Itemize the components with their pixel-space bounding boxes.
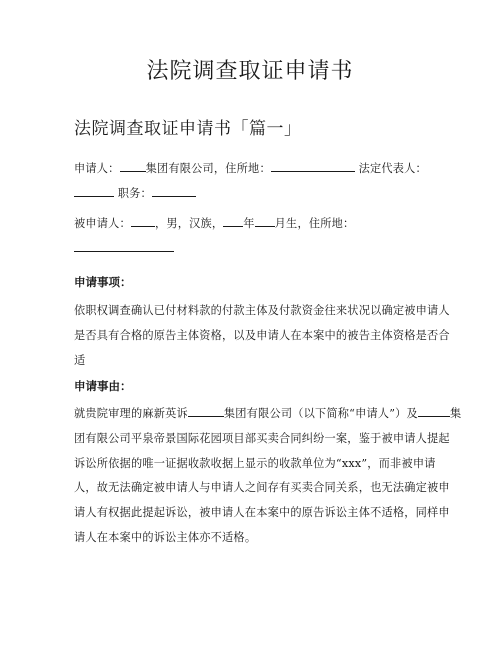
blank-field: [271, 158, 355, 172]
respondent-label: 被申请人：: [74, 217, 131, 230]
document-subtitle: 法院调查取证申请书「篇一」: [74, 119, 302, 139]
reasons-heading: 申请事由：: [74, 379, 132, 393]
blank-field: [418, 403, 450, 417]
blank-field: [188, 403, 224, 417]
blank-field: [152, 183, 196, 197]
blank-field: [255, 213, 275, 227]
applicant-label: 申请人：: [74, 162, 120, 175]
reasons-text: [74, 402, 462, 551]
respondent-birth: 月生，住所地：: [274, 217, 355, 230]
blank-field: [74, 183, 114, 197]
text-line: 依职权调查确认已付材料款的付款主体及付款资金往来状况以确定被申请人: [74, 304, 450, 317]
blank-field: [74, 238, 174, 252]
document-title: 法院调查取证申请书: [146, 59, 354, 84]
reasons-line-part: 就贵院审理的麻新英诉: [74, 407, 188, 420]
blank-field: [120, 158, 146, 172]
text-line: 人，故无法确定被申请人与申请人之间存有买卖合同关系，也无法确定被申: [74, 481, 450, 495]
text-line: 团有限公司平泉帝景国际花园项目部买卖合同纠纷一案，鉴于被申请人提起: [74, 431, 450, 445]
applicant-section: [74, 157, 430, 207]
position-label: 职务：: [117, 186, 152, 200]
matters-heading: 申请事项：: [74, 275, 132, 289]
blank-field: [131, 213, 155, 227]
matters-text: [74, 299, 450, 373]
text-line: 诉讼所依据的唯一证据收款收据上显示的收款单位为“xxx”，而非被申请: [74, 456, 436, 470]
text-line: 适: [74, 353, 86, 367]
text-line: 请人有权据此提起诉讼，被申请人在本案中的原告诉讼主体不适格，同样申: [74, 506, 450, 520]
respondent-year: 年: [243, 217, 255, 230]
reasons-line-part: 集: [449, 407, 462, 420]
legal-rep-label: 法定代表人：: [358, 162, 427, 175]
blank-field: [223, 213, 243, 227]
text-line: 请人在本案中的诉讼主体亦不适格。: [74, 530, 257, 544]
applicant-company: 集团有限公司，住所地：: [145, 162, 271, 175]
text-line: 是否具有合格的原告主体资格，以及申请人在本案中的被告主体资格是否合: [74, 328, 450, 342]
respondent-section: [74, 212, 430, 262]
reasons-line-part: 集团有限公司（以下简称“申请人”）及: [223, 407, 418, 420]
respondent-male: ，男，汉族，: [154, 217, 224, 230]
